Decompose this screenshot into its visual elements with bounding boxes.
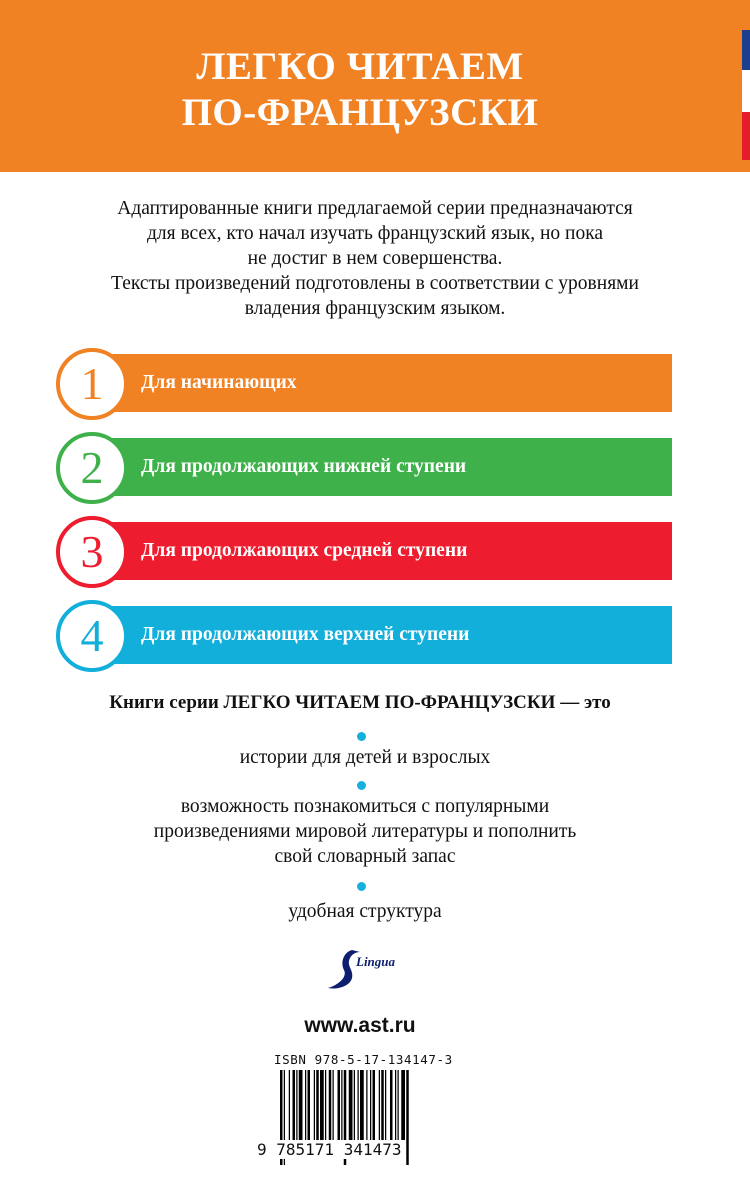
bullet-dot-icon [357,732,366,741]
level-3 [56,522,672,580]
barcode-bar [299,1070,303,1140]
barcode-bar [314,1070,315,1140]
barcode-bar [370,1070,371,1140]
level-2 [56,438,672,496]
level-label: Для начинающих [141,372,297,393]
level-number: 3 [80,526,104,577]
level-number: 1 [80,358,104,409]
barcode-bar [398,1070,399,1140]
barcode-bar [360,1070,364,1140]
isbn-number: ISBN 978-5-17-134147-3 [274,1052,453,1067]
intro-paragraph [20,196,730,321]
intro-line: Адаптированные книги предлагаемой серии предназначаются [117,198,633,219]
header-band [0,0,750,172]
feature-item [10,794,720,869]
series-title-line2: ПО-ФРАНЦУЗСКИ [181,91,539,134]
barcode-bar [320,1070,324,1140]
barcode-digits [256,1140,403,1159]
intro-line: не достиг в нем совершенства. [247,248,503,269]
lingua-logo-icon [322,944,412,994]
series-intro: Книги серии ЛЕГКО ЧИТАЕМ ПО-ФРАНЦУЗСКИ — это [109,692,611,713]
barcode-bar [381,1070,384,1140]
french-flag-icon [742,30,750,160]
barcode-bar [329,1070,332,1140]
level-number-badge [56,432,128,504]
barcode-bar [406,1070,409,1165]
intro-line: для всех, кто начал изучать французский язык, но пока [146,223,604,244]
level-label: Для продолжающих верхней ступени [141,624,470,645]
barcode-bar [349,1070,353,1140]
series-title [0,44,720,136]
barcode-bar [385,1070,386,1140]
level-number-badge [56,600,128,672]
barcode-bar [316,1070,319,1140]
barcode-bar [341,1070,342,1140]
intro-line: владения французским языком. [244,298,506,319]
barcode-bar [390,1070,393,1140]
series-title-line1: ЛЕГКО ЧИТАЕМ [196,45,524,88]
barcode-bar [358,1070,359,1140]
feature-line: свой словарный запас [274,846,456,867]
barcode-bar [333,1070,334,1140]
bullet-dot-icon [357,882,366,891]
barcode-bar [401,1070,405,1140]
intro-line: Тексты произведений подготовлены в соответствии с уровнями [111,273,639,294]
feature-line: истории для детей и взрослых [239,747,491,768]
bullet-dot-icon [357,781,366,790]
barcode-bar [293,1070,296,1140]
feature-line: удобная структура [288,901,442,922]
level-number-badge [56,516,128,588]
barcode-bar [395,1070,396,1140]
barcode-bar [325,1070,326,1140]
barcode-bar [373,1070,376,1140]
level-number: 4 [80,610,104,661]
feature-line: возможность познакомиться с популярными [180,796,550,817]
feature-line: произведениями мировой литературы и пополнить [153,821,577,842]
barcode-bar [354,1070,355,1140]
level-label: Для продолжающих нижней ступени [141,456,467,477]
barcode-bar [289,1070,290,1140]
barcode-bar [308,1070,311,1140]
barcode-bar [338,1070,341,1140]
level-number: 2 [80,442,104,493]
level-label: Для продолжающих средней ступени [141,540,468,561]
feature-item [10,899,720,924]
level-number-badge [56,348,128,420]
barcode-bar [296,1070,297,1140]
barcode-digits-text: 9 785171 341473 [257,1140,402,1159]
publisher-website: www.ast.ru [304,1014,416,1037]
barcode-bar [366,1070,367,1140]
level-4 [56,606,672,664]
level-1 [56,354,672,412]
barcode-bar [379,1070,380,1140]
lingua-logo-text: Lingua [356,954,396,969]
barcode-bar [305,1070,306,1140]
feature-item [10,745,720,770]
